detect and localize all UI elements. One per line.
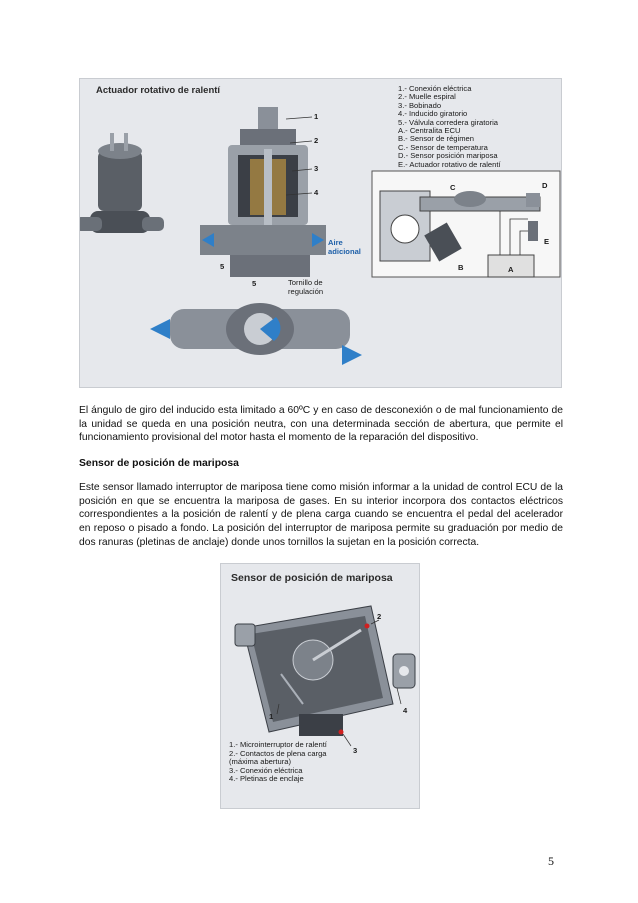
page-number: 5 (548, 854, 554, 868)
rotary-valve-view (150, 303, 362, 365)
callout-A: A (508, 265, 514, 274)
throttle-sensor-figure (220, 563, 420, 809)
legend-item: C.- Sensor de temperatura (398, 142, 488, 152)
callout-5-cutaway: 5 (220, 262, 225, 271)
legend-item: 3.- Conexión eléctrica (229, 765, 303, 775)
callout-4: 4 (314, 188, 319, 197)
tornillo-regulacion-label: Tornillo de regulación (288, 278, 324, 296)
idle-actuator-figure (79, 78, 562, 388)
callout-4: 4 (403, 706, 408, 715)
legend-item: 4.- Inducido giratorio (398, 109, 468, 119)
figure2-legend (229, 741, 327, 784)
legend-item: E.- Actuador rotativo de ralentí (398, 159, 501, 169)
legend-item: 5.- Válvula corredera giratoria (398, 117, 499, 127)
legend-item: (máxima abertura) (229, 757, 292, 766)
legend-item: 1.- Microinterruptor de ralentí (229, 740, 327, 749)
aire-adicional-label: Aire adicional (328, 238, 361, 256)
actuator-photo (80, 133, 164, 233)
callout-5-valve: 5 (252, 279, 257, 288)
figure2-title: Sensor de posición de mariposa (231, 572, 393, 584)
callout-2: 2 (314, 136, 319, 145)
engine-schematic (372, 171, 560, 277)
figure1-legend (398, 85, 501, 169)
callout-1: 1 (314, 112, 319, 121)
figure1-title: Actuador rotativo de ralentí (96, 85, 221, 96)
legend-item: B.- Sensor de régimen (398, 134, 474, 144)
legend-item: 2.- Muelle espiral (398, 92, 456, 102)
callout-B: B (458, 263, 464, 272)
legend-item: 2.- Contactos de plena carga (229, 748, 327, 758)
section-heading: Sensor de posición de mariposa (79, 458, 239, 469)
legend-item: D.- Sensor posición mariposa (398, 151, 498, 161)
paragraph-sensor: Este sensor llamado interruptor de mariposa tiene como misión informar a la unidad de control ECU de la posición en que se encuentra la mariposa de gases. En su interior incorpora dos contactos eléctricos correspondientes a la posición de ralentí y de plena carga cuando se encuentra el pedal del acelerador en reposo o pisado a fondo. La posición del interruptor de mariposa permite su graduación por medio de dos ranuras (pletinas de anclaje) donde unos tornillos la sujetan en la posición correcta. (79, 482, 563, 548)
callout-2: 2 (377, 612, 382, 621)
callout-C: C (450, 183, 456, 192)
sensor-body (235, 606, 415, 746)
legend-item: 1.- Conexión eléctrica (398, 84, 472, 93)
legend-item: A.- Centralita ECU (398, 126, 461, 136)
legend-item: 4.- Pletinas de enclaje (229, 774, 304, 783)
callout-D: D (542, 181, 548, 190)
callout-3: 3 (314, 164, 319, 173)
actuator-cutaway (200, 107, 326, 277)
callout-3: 3 (353, 746, 358, 755)
callout-E: E (544, 237, 550, 246)
legend-item: 3.- Bobinado (398, 100, 442, 110)
paragraph-angle: El ángulo de giro del inducido esta limitado a 60ºC y en caso de desconexión o de mal funcionamiento de la unidad se queda en una posición neutra, con una determinada sección de abertura, que permite el funcionamiento provisional del motor hasta el momento de la reparación del dispositivo. (79, 405, 563, 444)
callout-1: 1 (269, 712, 274, 721)
